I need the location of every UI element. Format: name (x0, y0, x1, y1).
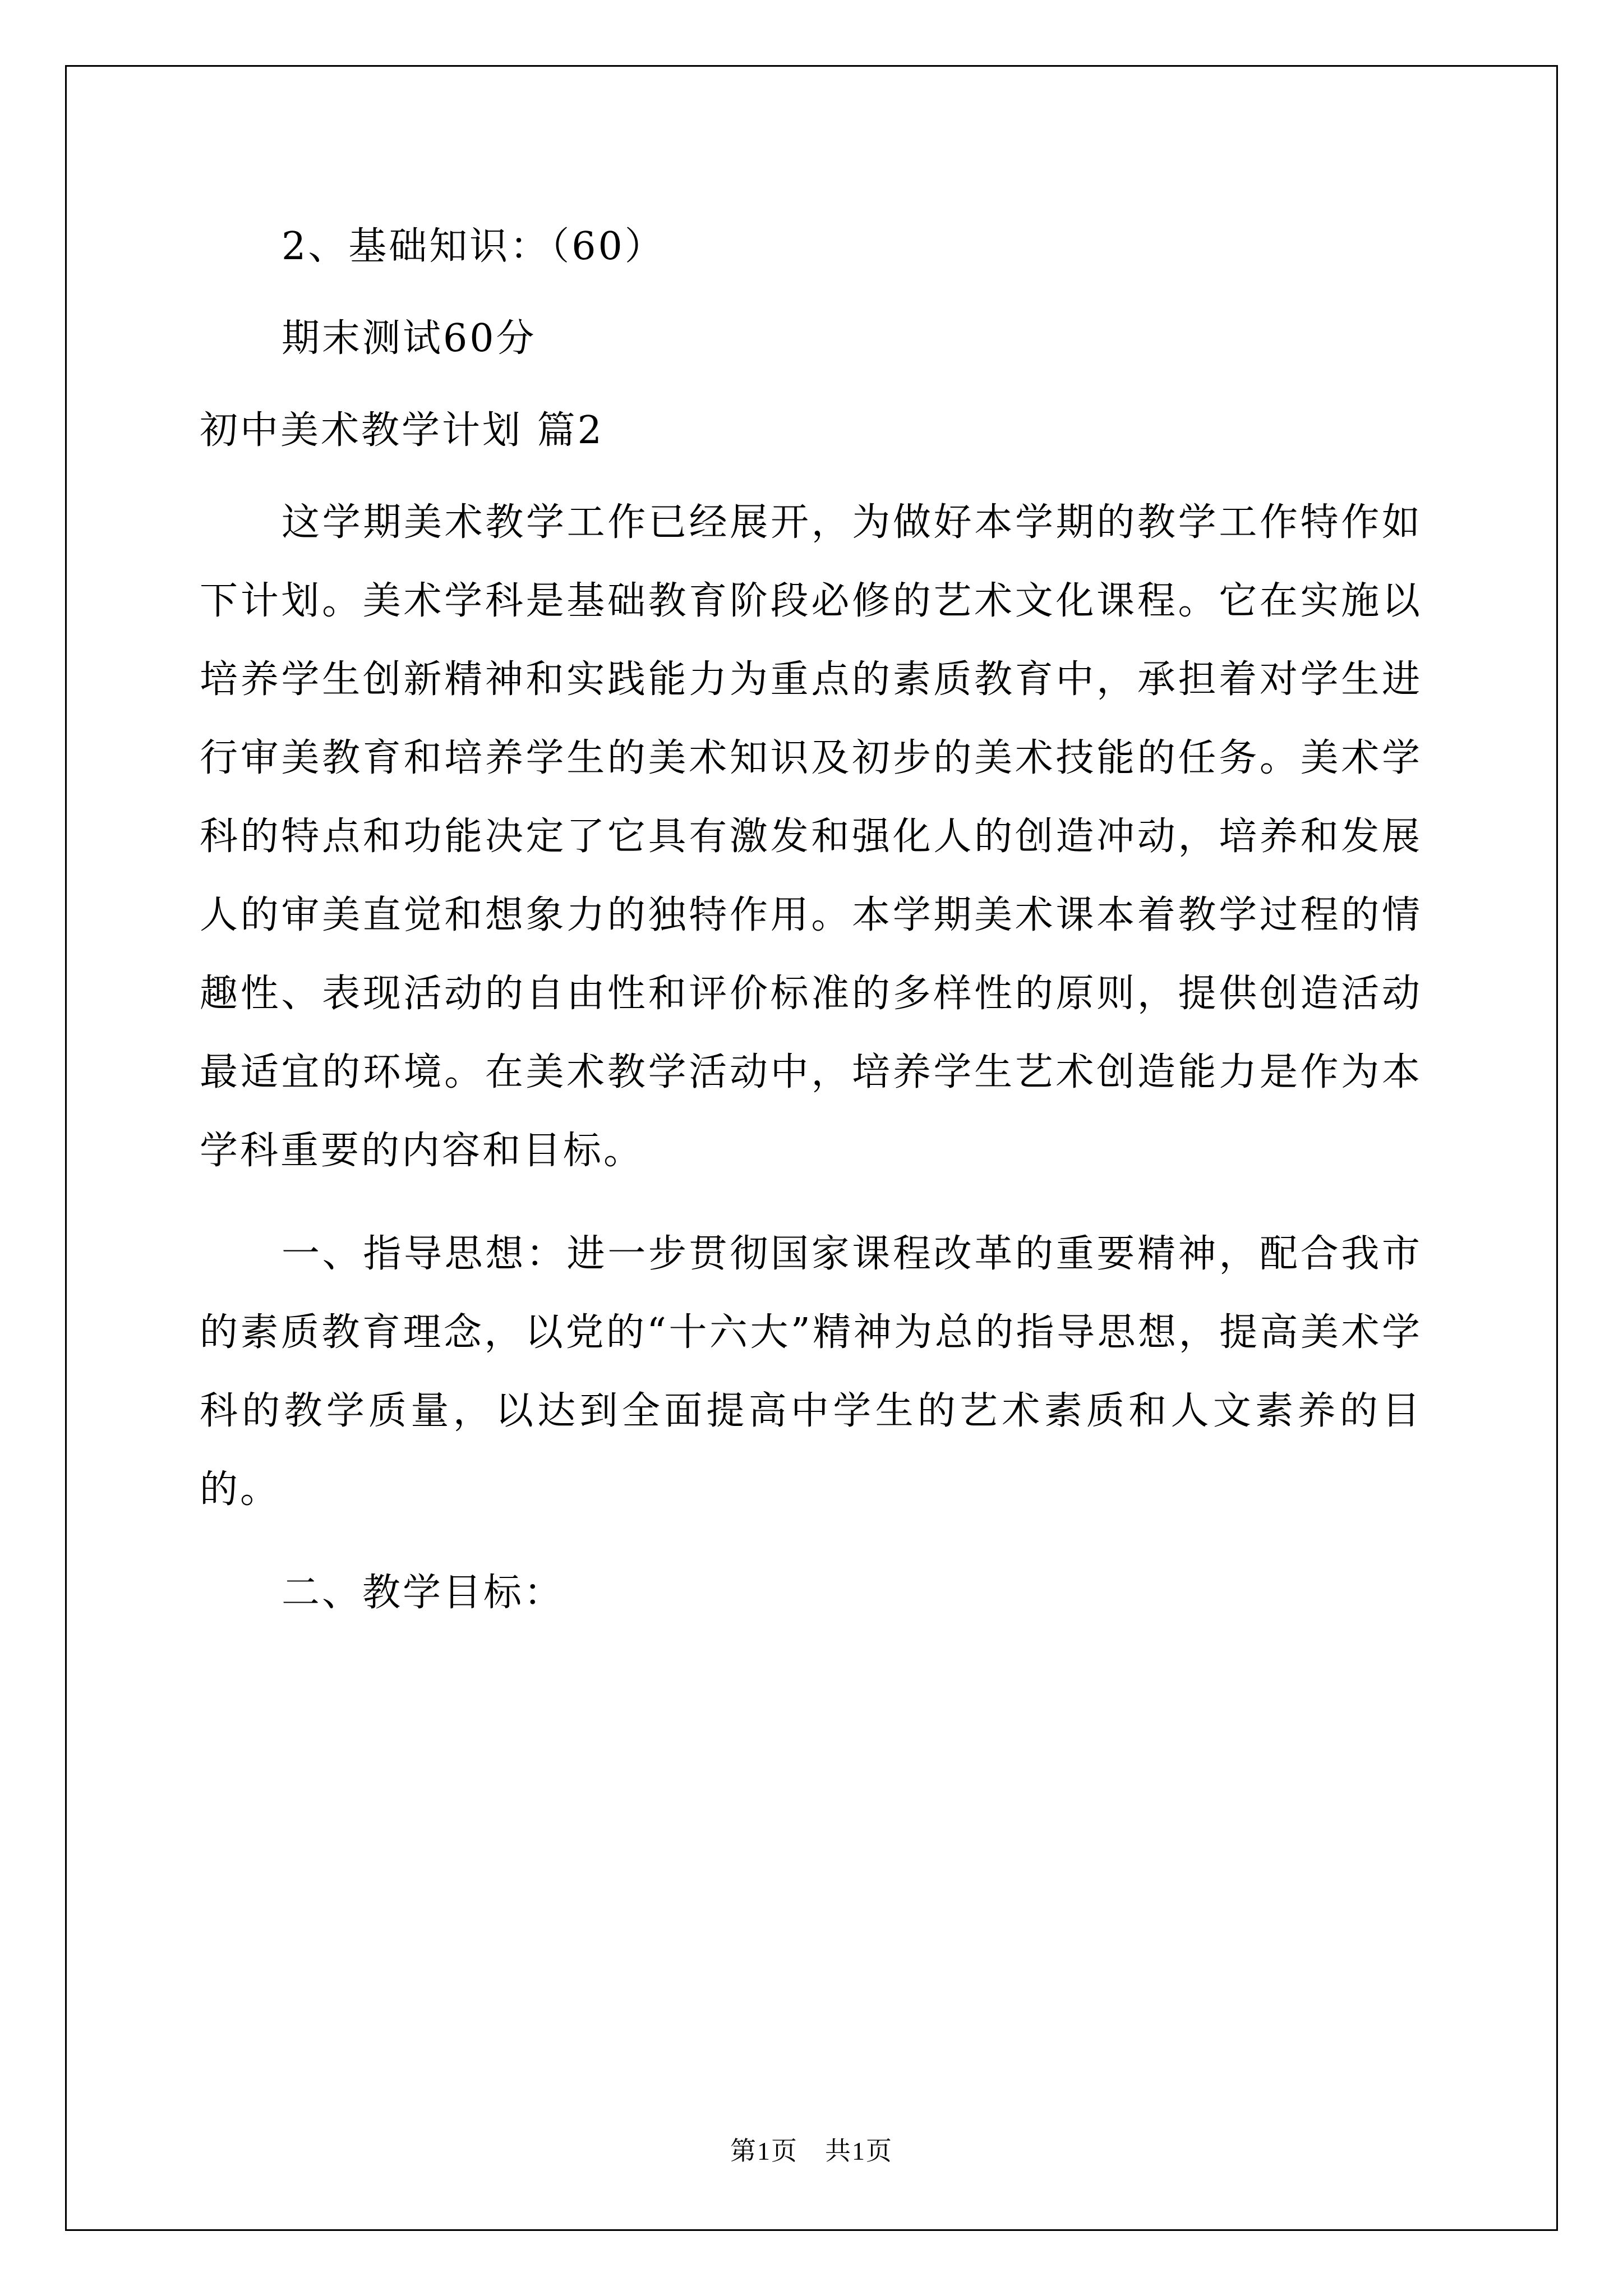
paragraph-guiding-thought: 一、指导思想：进一步贯彻国家课程改革的重要精神，配合我市的素质教育理念，以党的“十六大”精神为总的指导思想，提高美术学科的教学质量，以达到全面提高中学生的艺术素质和人文素养的目的。 (200, 1232, 1422, 1512)
document-body (200, 208, 1422, 1632)
paragraph-final-test: 期末测试60分 (282, 316, 537, 361)
paragraph-intro: 这学期美术教学工作已经展开，为做好本学期的教学工作特作如下计划。美术学科是基础教育阶段必修的艺术文化课程。它在实施以培养学生创新精神和实践能力为重点的素质教育中，承担着对学生进行审美教育和培养学生的美术知识及初步的美术技能的任务。美术学科的特点和功能决定了它具有激发和强化人的创造冲动，培养和发展人的审美直觉和想象力的独特作用。本学期美术课本着教学过程的情趣性、表现活动的自由性和评价标准的多样性的原则，提供创造活动最适宜的环境。在美术教学活动中，培养学生艺术创造能力是作为本学科重要的内容和目标。 (200, 500, 1422, 1173)
page-footer: 第1页 共1页 (730, 2137, 893, 2165)
paragraph-teaching-goals: 二、教学目标： (282, 1571, 565, 1615)
paragraph-basic-knowledge: 2、基础知识：（60） (282, 224, 665, 269)
section-title: 初中美术教学计划 篇2 (200, 408, 604, 453)
